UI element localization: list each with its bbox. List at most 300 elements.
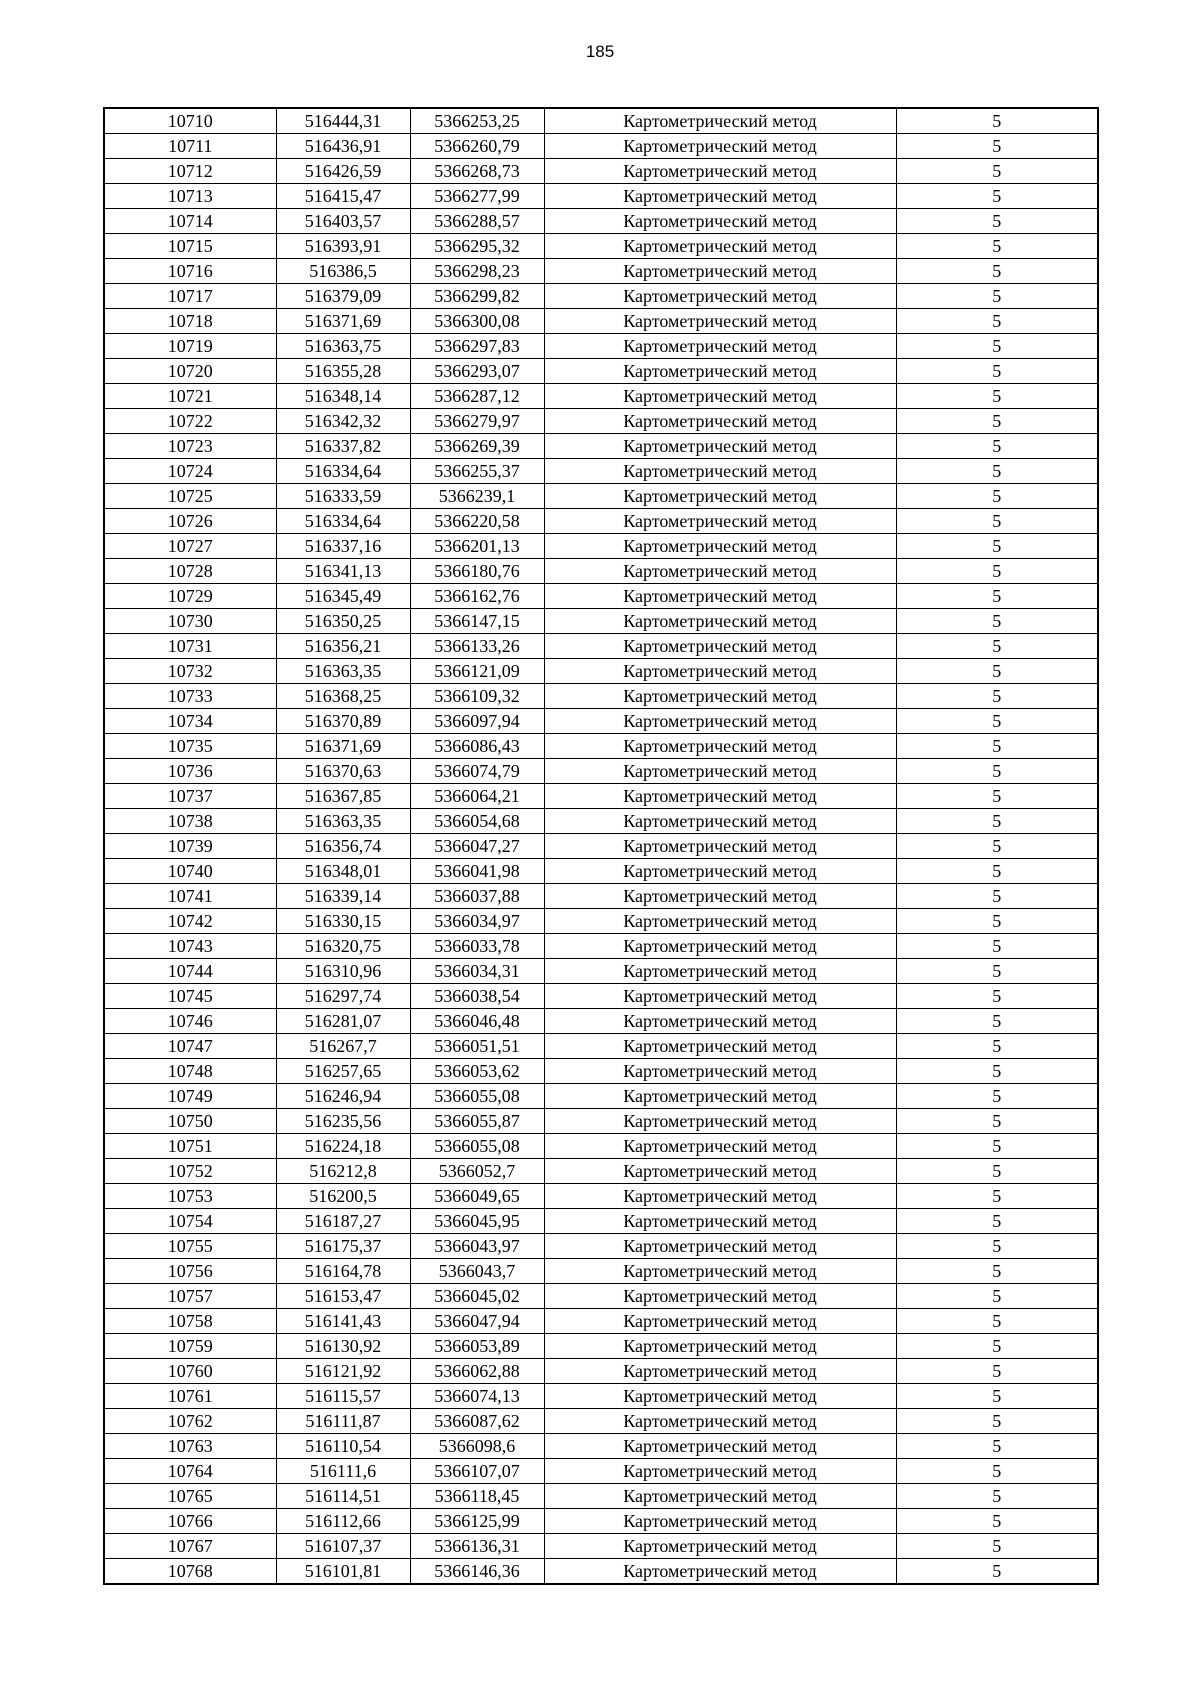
point-number-cell: 10726 [104,509,276,534]
method-cell: Картометрический метод [544,509,896,534]
point-number-cell: 10735 [104,734,276,759]
table-row [104,359,1098,384]
accuracy-cell: 5 [896,1509,1098,1534]
table-row [104,1009,1098,1034]
coordinates-table [103,107,1099,1585]
table-row [104,984,1098,1009]
point-number-cell: 10721 [104,384,276,409]
point-number-cell: 10757 [104,1284,276,1309]
point-number-cell: 10714 [104,209,276,234]
point-number-cell: 10728 [104,559,276,584]
point-number-cell: 10710 [104,108,276,134]
method-cell: Картометрический метод [544,334,896,359]
accuracy-cell: 5 [896,759,1098,784]
table-row [104,934,1098,959]
table-row [104,484,1098,509]
x-coordinate-cell: 516337,16 [276,534,410,559]
method-cell: Картометрический метод [544,1184,896,1209]
table-row [104,1359,1098,1384]
accuracy-cell: 5 [896,359,1098,384]
x-coordinate-cell: 516246,94 [276,1084,410,1109]
table-row [104,1259,1098,1284]
accuracy-cell: 5 [896,1134,1098,1159]
point-number-cell: 10755 [104,1234,276,1259]
y-coordinate-cell: 5366087,62 [410,1409,544,1434]
point-number-cell: 10736 [104,759,276,784]
accuracy-cell: 5 [896,659,1098,684]
table-row [104,1109,1098,1134]
accuracy-cell: 5 [896,259,1098,284]
table-row [104,1034,1098,1059]
accuracy-cell: 5 [896,1084,1098,1109]
point-number-cell: 10750 [104,1109,276,1134]
point-number-cell: 10758 [104,1309,276,1334]
method-cell: Картометрический метод [544,1459,896,1484]
accuracy-cell: 5 [896,108,1098,134]
table-row [104,1159,1098,1184]
y-coordinate-cell: 5366147,15 [410,609,544,634]
point-number-cell: 10713 [104,184,276,209]
point-number-cell: 10731 [104,634,276,659]
table-row [104,1084,1098,1109]
y-coordinate-cell: 5366287,12 [410,384,544,409]
x-coordinate-cell: 516386,5 [276,259,410,284]
x-coordinate-cell: 516370,63 [276,759,410,784]
method-cell: Картометрический метод [544,1234,896,1259]
table-row [104,1434,1098,1459]
method-cell: Картометрический метод [544,859,896,884]
method-cell: Картометрический метод [544,759,896,784]
point-number-cell: 10761 [104,1384,276,1409]
method-cell: Картометрический метод [544,1384,896,1409]
x-coordinate-cell: 516379,09 [276,284,410,309]
x-coordinate-cell: 516337,82 [276,434,410,459]
y-coordinate-cell: 5366045,95 [410,1209,544,1234]
x-coordinate-cell: 516342,32 [276,409,410,434]
table-row [104,1134,1098,1159]
x-coordinate-cell: 516348,14 [276,384,410,409]
accuracy-cell: 5 [896,1234,1098,1259]
method-cell: Картометрический метод [544,1084,896,1109]
table-row [104,1309,1098,1334]
point-number-cell: 10741 [104,884,276,909]
x-coordinate-cell: 516141,43 [276,1309,410,1334]
accuracy-cell: 5 [896,1459,1098,1484]
accuracy-cell: 5 [896,534,1098,559]
method-cell: Картометрический метод [544,659,896,684]
x-coordinate-cell: 516426,59 [276,159,410,184]
accuracy-cell: 5 [896,1284,1098,1309]
y-coordinate-cell: 5366097,94 [410,709,544,734]
accuracy-cell: 5 [896,634,1098,659]
table-row [104,1284,1098,1309]
method-cell: Картометрический метод [544,359,896,384]
table-row [104,559,1098,584]
x-coordinate-cell: 516121,92 [276,1359,410,1384]
method-cell: Картометрический метод [544,284,896,309]
method-cell: Картометрический метод [544,1034,896,1059]
x-coordinate-cell: 516334,64 [276,459,410,484]
point-number-cell: 10751 [104,1134,276,1159]
point-number-cell: 10733 [104,684,276,709]
accuracy-cell: 5 [896,734,1098,759]
x-coordinate-cell: 516111,6 [276,1459,410,1484]
x-coordinate-cell: 516356,21 [276,634,410,659]
method-cell: Картометрический метод [544,784,896,809]
accuracy-cell: 5 [896,1059,1098,1084]
method-cell: Картометрический метод [544,1284,896,1309]
accuracy-cell: 5 [896,134,1098,159]
point-number-cell: 10764 [104,1459,276,1484]
method-cell: Картометрический метод [544,1534,896,1559]
accuracy-cell: 5 [896,1259,1098,1284]
point-number-cell: 10729 [104,584,276,609]
accuracy-cell: 5 [896,909,1098,934]
x-coordinate-cell: 516330,15 [276,909,410,934]
point-number-cell: 10712 [104,159,276,184]
method-cell: Картометрический метод [544,609,896,634]
y-coordinate-cell: 5366136,31 [410,1534,544,1559]
x-coordinate-cell: 516403,57 [276,209,410,234]
x-coordinate-cell: 516350,25 [276,609,410,634]
y-coordinate-cell: 5366055,87 [410,1109,544,1134]
accuracy-cell: 5 [896,284,1098,309]
y-coordinate-cell: 5366047,94 [410,1309,544,1334]
x-coordinate-cell: 516339,14 [276,884,410,909]
method-cell: Картометрический метод [544,234,896,259]
method-cell: Картометрический метод [544,959,896,984]
x-coordinate-cell: 516267,7 [276,1034,410,1059]
method-cell: Картометрический метод [544,559,896,584]
y-coordinate-cell: 5366268,73 [410,159,544,184]
point-number-cell: 10762 [104,1409,276,1434]
y-coordinate-cell: 5366074,79 [410,759,544,784]
x-coordinate-cell: 516187,27 [276,1209,410,1234]
y-coordinate-cell: 5366297,83 [410,334,544,359]
method-cell: Картометрический метод [544,634,896,659]
x-coordinate-cell: 516393,91 [276,234,410,259]
accuracy-cell: 5 [896,684,1098,709]
point-number-cell: 10747 [104,1034,276,1059]
y-coordinate-cell: 5366052,7 [410,1159,544,1184]
table-row [104,584,1098,609]
x-coordinate-cell: 516224,18 [276,1134,410,1159]
table-row [104,884,1098,909]
y-coordinate-cell: 5366098,6 [410,1434,544,1459]
accuracy-cell: 5 [896,1434,1098,1459]
accuracy-cell: 5 [896,809,1098,834]
accuracy-cell: 5 [896,1409,1098,1434]
point-number-cell: 10738 [104,809,276,834]
x-coordinate-cell: 516164,78 [276,1259,410,1284]
x-coordinate-cell: 516257,65 [276,1059,410,1084]
accuracy-cell: 5 [896,159,1098,184]
point-number-cell: 10722 [104,409,276,434]
table-row [104,784,1098,809]
accuracy-cell: 5 [896,884,1098,909]
method-cell: Картометрический метод [544,134,896,159]
point-number-cell: 10717 [104,284,276,309]
accuracy-cell: 5 [896,1034,1098,1059]
table-row [104,108,1098,134]
table-row [104,1234,1098,1259]
point-number-cell: 10743 [104,934,276,959]
x-coordinate-cell: 516367,85 [276,784,410,809]
accuracy-cell: 5 [896,434,1098,459]
x-coordinate-cell: 516444,31 [276,108,410,134]
y-coordinate-cell: 5366107,07 [410,1459,544,1484]
method-cell: Картометрический метод [544,309,896,334]
table-row [104,634,1098,659]
table-row [104,309,1098,334]
point-number-cell: 10718 [104,309,276,334]
table-row [104,1384,1098,1409]
y-coordinate-cell: 5366043,97 [410,1234,544,1259]
x-coordinate-cell: 516153,47 [276,1284,410,1309]
table-row [104,159,1098,184]
point-number-cell: 10767 [104,1534,276,1559]
x-coordinate-cell: 516297,74 [276,984,410,1009]
x-coordinate-cell: 516175,37 [276,1234,410,1259]
accuracy-cell: 5 [896,859,1098,884]
point-number-cell: 10763 [104,1434,276,1459]
accuracy-cell: 5 [896,709,1098,734]
accuracy-cell: 5 [896,609,1098,634]
point-number-cell: 10752 [104,1159,276,1184]
y-coordinate-cell: 5366055,08 [410,1134,544,1159]
point-number-cell: 10720 [104,359,276,384]
table-row [104,534,1098,559]
y-coordinate-cell: 5366300,08 [410,309,544,334]
point-number-cell: 10765 [104,1484,276,1509]
x-coordinate-cell: 516334,64 [276,509,410,534]
y-coordinate-cell: 5366162,76 [410,584,544,609]
method-cell: Картометрический метод [544,534,896,559]
table-row [104,334,1098,359]
y-coordinate-cell: 5366288,57 [410,209,544,234]
accuracy-cell: 5 [896,1559,1098,1585]
method-cell: Картометрический метод [544,1434,896,1459]
x-coordinate-cell: 516235,56 [276,1109,410,1134]
accuracy-cell: 5 [896,484,1098,509]
method-cell: Картометрический метод [544,434,896,459]
y-coordinate-cell: 5366034,31 [410,959,544,984]
y-coordinate-cell: 5366279,97 [410,409,544,434]
y-coordinate-cell: 5366086,43 [410,734,544,759]
method-cell: Картометрический метод [544,1159,896,1184]
accuracy-cell: 5 [896,934,1098,959]
method-cell: Картометрический метод [544,108,896,134]
accuracy-cell: 5 [896,1484,1098,1509]
method-cell: Картометрический метод [544,209,896,234]
point-number-cell: 10768 [104,1559,276,1585]
point-number-cell: 10719 [104,334,276,359]
table-row [104,1484,1098,1509]
point-number-cell: 10740 [104,859,276,884]
point-number-cell: 10744 [104,959,276,984]
table-row [104,1059,1098,1084]
table-row [104,234,1098,259]
x-coordinate-cell: 516212,8 [276,1159,410,1184]
point-number-cell: 10732 [104,659,276,684]
table-row [104,384,1098,409]
table-row [104,609,1098,634]
accuracy-cell: 5 [896,1534,1098,1559]
point-number-cell: 10711 [104,134,276,159]
x-coordinate-cell: 516363,75 [276,334,410,359]
point-number-cell: 10739 [104,834,276,859]
y-coordinate-cell: 5366054,68 [410,809,544,834]
table-row [104,284,1098,309]
table-row [104,709,1098,734]
x-coordinate-cell: 516114,51 [276,1484,410,1509]
accuracy-cell: 5 [896,509,1098,534]
table-row [104,1209,1098,1234]
table-row [104,909,1098,934]
y-coordinate-cell: 5366277,99 [410,184,544,209]
accuracy-cell: 5 [896,1009,1098,1034]
method-cell: Картометрический метод [544,409,896,434]
y-coordinate-cell: 5366053,89 [410,1334,544,1359]
method-cell: Картометрический метод [544,184,896,209]
x-coordinate-cell: 516356,74 [276,834,410,859]
method-cell: Картометрический метод [544,734,896,759]
method-cell: Картометрический метод [544,684,896,709]
x-coordinate-cell: 516115,57 [276,1384,410,1409]
table-row [104,659,1098,684]
method-cell: Картометрический метод [544,159,896,184]
y-coordinate-cell: 5366260,79 [410,134,544,159]
y-coordinate-cell: 5366062,88 [410,1359,544,1384]
accuracy-cell: 5 [896,209,1098,234]
y-coordinate-cell: 5366049,65 [410,1184,544,1209]
accuracy-cell: 5 [896,184,1098,209]
method-cell: Картометрический метод [544,584,896,609]
point-number-cell: 10756 [104,1259,276,1284]
accuracy-cell: 5 [896,1384,1098,1409]
point-number-cell: 10725 [104,484,276,509]
accuracy-cell: 5 [896,1184,1098,1209]
point-number-cell: 10748 [104,1059,276,1084]
y-coordinate-cell: 5366295,32 [410,234,544,259]
point-number-cell: 10753 [104,1184,276,1209]
point-number-cell: 10724 [104,459,276,484]
y-coordinate-cell: 5366239,1 [410,484,544,509]
x-coordinate-cell: 516110,54 [276,1434,410,1459]
accuracy-cell: 5 [896,834,1098,859]
table-body [104,108,1098,1584]
point-number-cell: 10727 [104,534,276,559]
point-number-cell: 10730 [104,609,276,634]
point-number-cell: 10745 [104,984,276,1009]
table-row [104,1534,1098,1559]
table-row [104,959,1098,984]
method-cell: Картометрический метод [544,1209,896,1234]
x-coordinate-cell: 516370,89 [276,709,410,734]
accuracy-cell: 5 [896,409,1098,434]
table-row [104,1184,1098,1209]
method-cell: Картометрический метод [544,1134,896,1159]
y-coordinate-cell: 5366047,27 [410,834,544,859]
x-coordinate-cell: 516333,59 [276,484,410,509]
table-row [104,834,1098,859]
accuracy-cell: 5 [896,584,1098,609]
accuracy-cell: 5 [896,1334,1098,1359]
method-cell: Картометрический метод [544,459,896,484]
point-number-cell: 10715 [104,234,276,259]
y-coordinate-cell: 5366255,37 [410,459,544,484]
accuracy-cell: 5 [896,334,1098,359]
table-row [104,259,1098,284]
y-coordinate-cell: 5366045,02 [410,1284,544,1309]
y-coordinate-cell: 5366299,82 [410,284,544,309]
x-coordinate-cell: 516371,69 [276,309,410,334]
y-coordinate-cell: 5366037,88 [410,884,544,909]
y-coordinate-cell: 5366298,23 [410,259,544,284]
accuracy-cell: 5 [896,1109,1098,1134]
x-coordinate-cell: 516111,87 [276,1409,410,1434]
table-row [104,459,1098,484]
y-coordinate-cell: 5366253,25 [410,108,544,134]
method-cell: Картометрический метод [544,1559,896,1585]
x-coordinate-cell: 516107,37 [276,1534,410,1559]
point-number-cell: 10723 [104,434,276,459]
x-coordinate-cell: 516281,07 [276,1009,410,1034]
accuracy-cell: 5 [896,1309,1098,1334]
x-coordinate-cell: 516101,81 [276,1559,410,1585]
x-coordinate-cell: 516130,92 [276,1334,410,1359]
y-coordinate-cell: 5366074,13 [410,1384,544,1409]
method-cell: Картометрический метод [544,1109,896,1134]
table-row [104,809,1098,834]
x-coordinate-cell: 516355,28 [276,359,410,384]
x-coordinate-cell: 516363,35 [276,659,410,684]
method-cell: Картометрический метод [544,1484,896,1509]
point-number-cell: 10716 [104,259,276,284]
x-coordinate-cell: 516368,25 [276,684,410,709]
table-row [104,734,1098,759]
method-cell: Картометрический метод [544,1509,896,1534]
accuracy-cell: 5 [896,984,1098,1009]
x-coordinate-cell: 516415,47 [276,184,410,209]
method-cell: Картометрический метод [544,259,896,284]
y-coordinate-cell: 5366038,54 [410,984,544,1009]
method-cell: Картометрический метод [544,984,896,1009]
y-coordinate-cell: 5366055,08 [410,1084,544,1109]
method-cell: Картометрический метод [544,834,896,859]
accuracy-cell: 5 [896,234,1098,259]
y-coordinate-cell: 5366180,76 [410,559,544,584]
method-cell: Картометрический метод [544,1409,896,1434]
table-row [104,684,1098,709]
point-number-cell: 10760 [104,1359,276,1384]
method-cell: Картометрический метод [544,1359,896,1384]
x-coordinate-cell: 516310,96 [276,959,410,984]
point-number-cell: 10759 [104,1334,276,1359]
table-row [104,209,1098,234]
y-coordinate-cell: 5366121,09 [410,659,544,684]
accuracy-cell: 5 [896,1359,1098,1384]
y-coordinate-cell: 5366125,99 [410,1509,544,1534]
table-row [104,184,1098,209]
accuracy-cell: 5 [896,1209,1098,1234]
method-cell: Картометрический метод [544,384,896,409]
method-cell: Картометрический метод [544,1059,896,1084]
method-cell: Картометрический метод [544,1309,896,1334]
y-coordinate-cell: 5366064,21 [410,784,544,809]
y-coordinate-cell: 5366269,39 [410,434,544,459]
x-coordinate-cell: 516112,66 [276,1509,410,1534]
